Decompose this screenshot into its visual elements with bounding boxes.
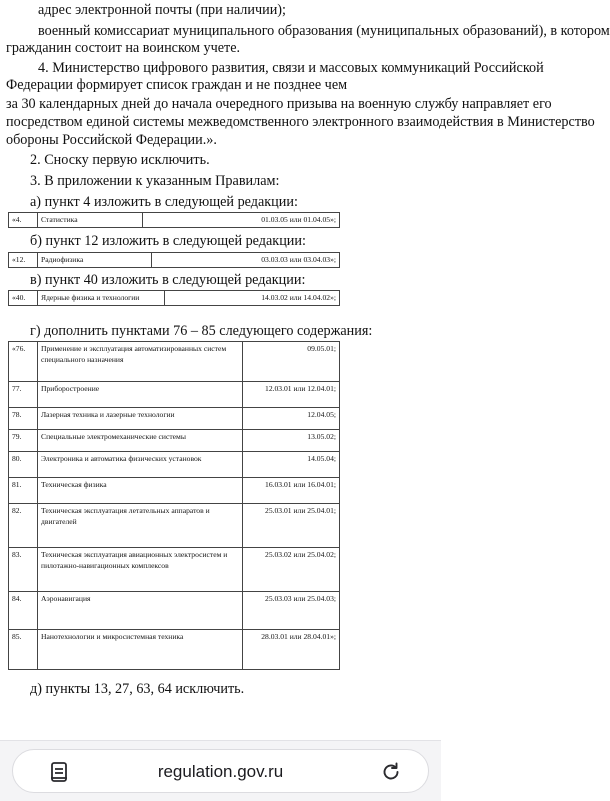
text-line: обороны Российской Федерации.». <box>6 132 217 148</box>
section-heading-b: б) пункт 12 изложить в следующей редакции: <box>30 233 306 249</box>
row-code: 01.03.05 или 01.04.05»; <box>143 213 340 228</box>
row-number: «12. <box>9 253 38 268</box>
row-code: 12.03.01 или 12.04.01; <box>243 382 340 408</box>
table-row <box>9 213 340 228</box>
row-name: Ядерные физика и технологии <box>38 291 165 306</box>
table-row <box>9 630 340 670</box>
row-name: Применение и эксплуатация автоматизированных систем специального назначения <box>38 342 243 382</box>
table-items-76-85 <box>8 341 340 670</box>
row-code: 16.03.01 или 16.04.01; <box>243 478 340 504</box>
text-line: 2. Сноску первую исключить. <box>30 152 210 168</box>
row-number: 81. <box>9 478 38 504</box>
row-number: 84. <box>9 592 38 630</box>
row-name: Нанотехнологии и микросистемная техника <box>38 630 243 670</box>
row-name: Электроника и автоматика физических установок <box>38 452 243 478</box>
row-code: 13.05.02; <box>243 430 340 452</box>
row-number: 80. <box>9 452 38 478</box>
browser-bottom-bar <box>0 740 441 801</box>
row-code: 28.03.01 или 28.04.01»; <box>243 630 340 670</box>
table-row <box>9 253 340 268</box>
row-number: 85. <box>9 630 38 670</box>
row-name: Лазерная техника и лазерные технологии <box>38 408 243 430</box>
row-number: 82. <box>9 504 38 548</box>
row-code: 12.04.05; <box>243 408 340 430</box>
row-number: «40. <box>9 291 38 306</box>
row-number: 77. <box>9 382 38 408</box>
table-row <box>9 478 340 504</box>
text-line: 4. Министерство цифрового развития, связи и массовых коммуникаций Российской <box>38 60 544 76</box>
table-item-40 <box>8 290 340 306</box>
table-row <box>9 430 340 452</box>
table-row <box>9 291 340 306</box>
row-number: 78. <box>9 408 38 430</box>
text-line: 3. В приложении к указанным Правилам: <box>30 173 280 189</box>
text-line: за 30 календарных дней до начала очередного призыва на военную службу направляет его <box>6 96 552 112</box>
row-code: 14.03.02 или 14.04.02»; <box>165 291 340 306</box>
table-item-4 <box>8 212 340 228</box>
section-heading-c: в) пункт 40 изложить в следующей редакции: <box>30 272 306 288</box>
address-bar[interactable] <box>12 749 429 793</box>
row-code: 25.03.01 или 25.04.01; <box>243 504 340 548</box>
row-name: Статистика <box>38 213 143 228</box>
text-line: посредством единой системы межведомственного электронного взаимодействия в Министерство <box>6 114 595 130</box>
table-item-12 <box>8 252 340 268</box>
row-code: 09.05.01; <box>243 342 340 382</box>
reload-icon[interactable] <box>379 760 403 784</box>
row-number: «76. <box>9 342 38 382</box>
row-code: 14.05.04; <box>243 452 340 478</box>
url-text[interactable]: regulation.gov.ru <box>157 762 284 781</box>
row-number: 79. <box>9 430 38 452</box>
row-number: «4. <box>9 213 38 228</box>
row-code: 25.03.02 или 25.04.02; <box>243 548 340 592</box>
row-name: Радиофизика <box>38 253 152 268</box>
table-row <box>9 408 340 430</box>
text-line: военный комиссариат муниципального образования (муниципальных образований), в котором <box>38 23 610 39</box>
row-name: Специальные электромеханические системы <box>38 430 243 452</box>
row-name: Приборостроение <box>38 382 243 408</box>
table-row <box>9 592 340 630</box>
row-name: Аэронавигация <box>38 592 243 630</box>
section-heading-d: г) дополнить пунктами 76 – 85 следующего содержания: <box>30 323 373 339</box>
table-row <box>9 382 340 408</box>
table-row <box>9 342 340 382</box>
table-row <box>9 452 340 478</box>
row-number: 83. <box>9 548 38 592</box>
text-line: Федерации формирует список граждан и не позднее чем <box>6 77 348 93</box>
text-line: адрес электронной почты (при наличии); <box>38 2 286 18</box>
table-row <box>9 548 340 592</box>
row-code: 03.03.03 или 03.04.03»; <box>151 253 339 268</box>
table-row <box>9 504 340 548</box>
text-line: гражданин состоит на воинском учете. <box>6 40 241 56</box>
row-name: Техническая эксплуатация авиационных электросистем и пилотажно-навигационных комплексов <box>38 548 243 592</box>
row-code: 25.03.03 или 25.04.03; <box>243 592 340 630</box>
section-heading-e: д) пункты 13, 27, 63, 64 исключить. <box>30 681 245 697</box>
section-heading-a: а) пункт 4 изложить в следующей редакции: <box>30 194 298 210</box>
row-name: Техническая физика <box>38 478 243 504</box>
row-name: Техническая эксплуатация летательных аппаратов и двигателей <box>38 504 243 548</box>
